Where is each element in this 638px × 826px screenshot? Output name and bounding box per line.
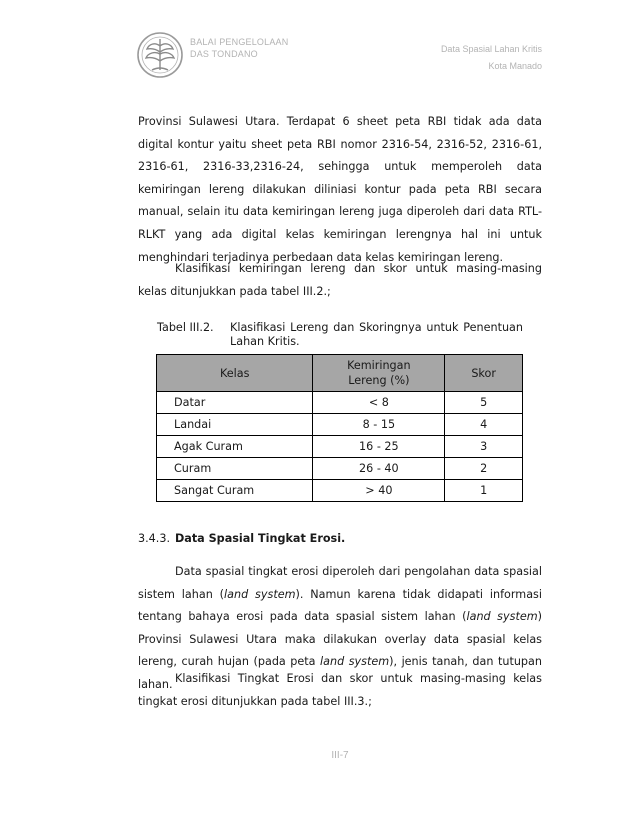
para3-text-4: ), jenis tanah, dan tutupan lahan. bbox=[138, 655, 542, 691]
cell-skor: 3 bbox=[445, 436, 523, 458]
header-document-title bbox=[441, 41, 542, 75]
header-doc-line1: Data Spasial Lahan Kritis bbox=[440, 44, 542, 54]
section-heading bbox=[138, 528, 345, 550]
cell-kemiringan: 8 - 15 bbox=[313, 414, 445, 436]
page-number: III-7 bbox=[331, 750, 349, 761]
para3-text-2: ). Namun karena tidak didapati informasi tentang bahaya erosi pada data spasial sistem lahan ( bbox=[138, 587, 542, 624]
para3-italic-1: land system bbox=[224, 587, 296, 601]
cell-skor: 2 bbox=[445, 458, 523, 480]
cell-kemiringan: 16 - 25 bbox=[313, 436, 445, 458]
table-row bbox=[157, 458, 523, 480]
cell-skor: 1 bbox=[445, 480, 523, 502]
para3-text-1: Data spasial tingkat erosi diperoleh dari pengolahan data spasial sistem lahan ( bbox=[138, 565, 542, 601]
body-paragraph-2: Klasifikasi kemiringan lereng dan skor untuk masing-masing kelas ditunjukkan pada tabel III.2.; bbox=[138, 262, 542, 298]
slope-classification-table bbox=[156, 354, 523, 502]
section-number: 3.4.3. bbox=[138, 532, 171, 545]
para3-text-3: ) Provinsi Sulawesi Utara maka dilakukan overlay data spasial kelas lereng, curah hujan (pada peta bbox=[138, 610, 542, 669]
table-caption-label: Tabel III.2. bbox=[157, 321, 214, 334]
cell-kemiringan: > 40 bbox=[313, 480, 445, 502]
column-header-kemiringan-text: Kemiringan Lereng (%) bbox=[347, 359, 411, 387]
cell-kemiringan: 26 - 40 bbox=[313, 458, 445, 480]
header-organization bbox=[190, 36, 288, 60]
header-doc-line2: Kota Manado bbox=[488, 61, 542, 71]
column-header-skor: Skor bbox=[445, 355, 523, 392]
cell-skor: 5 bbox=[445, 392, 523, 414]
cell-kelas: Sangat Curam bbox=[157, 480, 313, 502]
table-row bbox=[157, 436, 523, 458]
section-title: Data Spasial Tingkat Erosi. bbox=[175, 532, 346, 545]
column-header-kelas: Kelas bbox=[157, 355, 313, 392]
cell-kelas: Landai bbox=[157, 414, 313, 436]
header-org-line1: BALAI PENGELOLAAN bbox=[190, 37, 289, 47]
cell-skor: 4 bbox=[445, 414, 523, 436]
para3-italic-2: land system bbox=[466, 610, 538, 624]
table-row bbox=[157, 480, 523, 502]
institution-seal-icon bbox=[135, 30, 185, 80]
table-header-row bbox=[157, 355, 523, 392]
table-row bbox=[157, 414, 523, 436]
cell-kelas: Agak Curam bbox=[157, 436, 313, 458]
cell-kelas: Datar bbox=[157, 392, 313, 414]
column-header-kemiringan bbox=[313, 355, 445, 392]
header-org-line2: DAS TONDANO bbox=[190, 49, 258, 59]
table-row bbox=[157, 392, 523, 414]
cell-kemiringan: < 8 bbox=[313, 392, 445, 414]
cell-kelas: Curam bbox=[157, 458, 313, 480]
body-paragraph-4: Klasifikasi Tingkat Erosi dan skor untuk masing-masing kelas tingkat erosi ditunjukkan pada tabel III.3.; bbox=[138, 672, 542, 708]
para3-italic-3: land system bbox=[320, 655, 390, 669]
body-paragraph-1: Provinsi Sulawesi Utara. Terdapat 6 sheet peta RBI tidak ada data digital kontur yaitu sheet peta RBI nomor 2316-54, 2316-52, 2316-61, 2316-61, 2316-33,2316-24, sehingga untuk memperoleh data kemiringan lereng dilakukan diliniasi kontur pada peta RBI secara manual, selain itu data kemiringan lereng juga diperoleh dari data RTL-RLKT yang ada digital kelas kemiringan lerengnya hal ini untuk menghindari terjadinya perbedaan data kelas kemiringan lereng. bbox=[138, 115, 542, 264]
table-caption-text: Klasifikasi Lereng dan Skoringnya untuk Penentuan Lahan Kritis. bbox=[230, 321, 523, 348]
